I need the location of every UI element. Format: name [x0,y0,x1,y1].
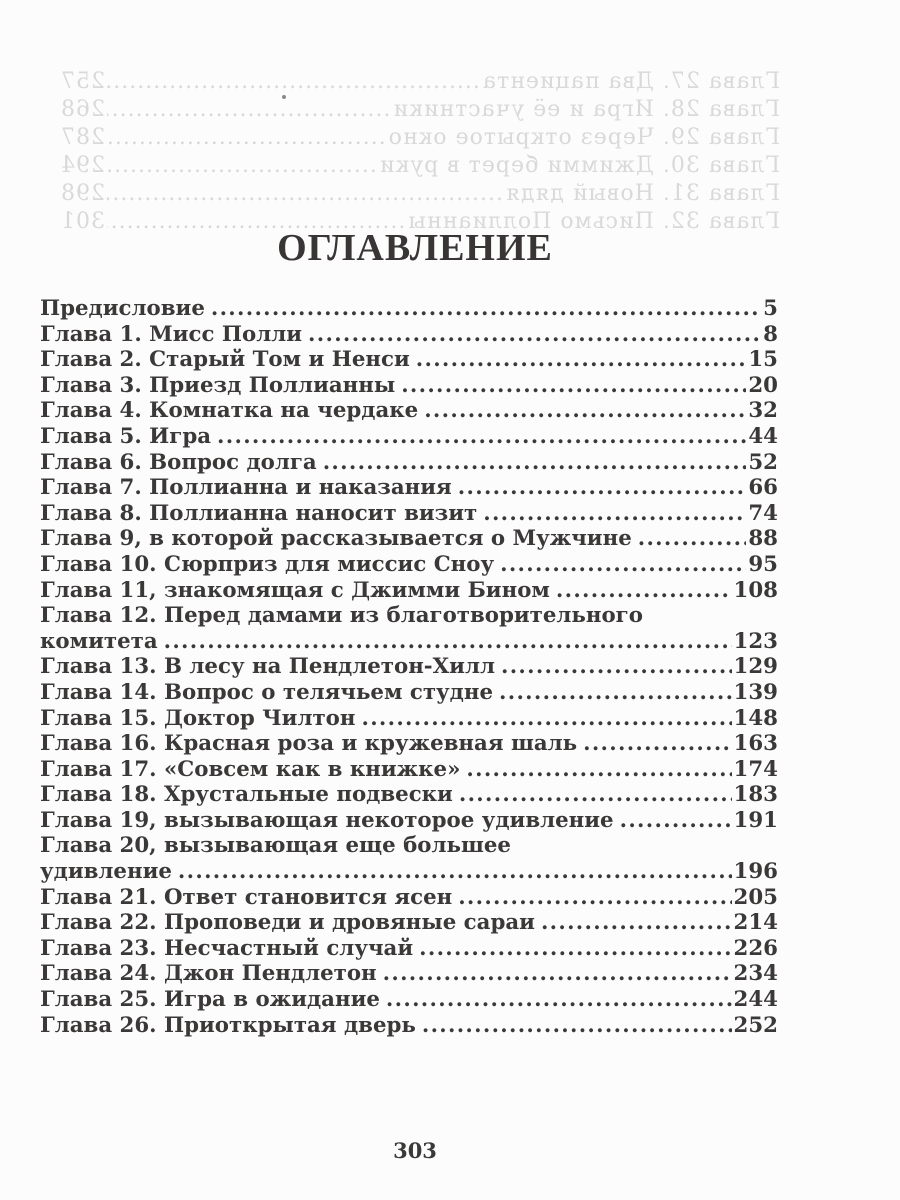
toc-entry-title: Глава 11, знакомящая с Джимми Бином [40,577,550,603]
toc-entry [40,475,778,501]
toc-entry-title: комитета [40,628,158,654]
toc-entry-title: Глава 2. Старый Том и Ненси [40,347,410,373]
bleed-line: Глава 30. Джимми берет в руки ..... 294 [60,152,780,180]
toc-entry-title: Глава 1. Мисс Полли [40,321,303,347]
toc-entry [40,987,778,1013]
toc-entry [40,654,778,680]
toc-entry-page: 244 [733,987,778,1013]
dot-leader [424,398,746,424]
toc-entry-page: 8 [763,321,778,347]
bleed-line: Глава 31. Новый дядя ..... 298 [60,180,780,208]
toc-entry-title: Глава 17. «Совсем как в книжке» [40,756,461,782]
toc-entry [40,373,778,399]
toc-entry-page: 234 [733,961,778,987]
page-number: 303 [393,1138,437,1163]
toc-entry-page: 129 [733,654,778,680]
toc-entry-title: Глава 25. Игра в ожидание [40,987,380,1013]
toc-entry-title: Глава 26. Приоткрытая дверь [40,1012,416,1038]
toc-entry-page: 183 [733,782,778,808]
toc-entry [40,296,778,322]
toc-entry-page: 52 [748,449,778,475]
toc-entry-title: Глава 14. Вопрос о телячьем студне [40,679,494,705]
toc-entry-page: 20 [748,372,778,398]
toc-entry [40,526,778,552]
toc-entry-page: 5 [763,296,778,321]
dot-leader [323,450,747,476]
toc-entry [40,859,778,885]
dot-leader [466,757,731,783]
toc-entry [40,808,778,834]
toc-entry [40,961,778,987]
toc-entry [40,501,778,527]
toc-entry [40,680,778,706]
toc-entry-title: Глава 6. Вопрос долга [40,449,317,475]
toc-entry-title: Глава 19, вызывающая некоторое удивление [40,807,614,833]
toc-entry [40,706,778,732]
toc-entry-page: 191 [733,807,778,833]
toc-entry [40,885,778,911]
dot-leader [164,629,732,655]
toc-entry-page: 174 [733,756,778,782]
toc-entry-title: Глава 22. Проповеди и дровяные сараи [40,910,535,936]
toc-entry-page: 252 [733,1012,778,1038]
toc-entry-page: 32 [748,398,778,424]
toc-entry [40,1013,778,1039]
bleed-line: Глава 29. Через открытое окно ..... 287 [60,124,780,152]
dot-leader [401,373,746,399]
toc-entry-title: Глава 12. Перед дамами из благотворительного [40,603,643,629]
bleed-line: Глава 28. Игра и её участники ..... 268 [60,96,780,124]
toc-entry [40,629,778,655]
dot-leader [308,322,761,348]
toc-entry [40,347,778,373]
bleed-line: Глава 27. Два пациента ..... 257 [60,68,780,96]
toc-entry [40,910,778,936]
dot-leader [386,987,732,1013]
dot-leader [178,859,732,885]
dot-leader [541,910,732,936]
toc-entry-page: 95 [748,551,778,577]
toc-entry-title: Глава 23. Несчастный случай [40,935,414,961]
toc-entry-page: 15 [748,347,778,373]
dot-leader [556,578,732,604]
toc-entry-title: Предисловие [40,296,205,321]
dot-leader [583,731,731,757]
toc-entry-page: 196 [733,859,778,885]
toc-entry-title: Глава 4. Комнатка на чердаке [40,398,419,424]
ink-speck [282,95,286,99]
toc-entry [40,782,778,808]
toc-entry-title: Глава 20, вызывающая еще большее [40,833,511,859]
toc-entry-page: 74 [748,500,778,526]
toc-entry [40,936,778,962]
toc-entry-page: 139 [733,679,778,705]
toc-entry-title: Глава 21. Ответ становится ясен [40,884,453,910]
toc-entry-title: Глава 8. Поллианна наносит визит [40,500,478,526]
toc-entry [40,322,778,348]
toc-entry [40,731,778,757]
toc-entry [40,398,778,424]
toc-entry-title: Глава 15. Доктор Чилтон [40,705,356,731]
toc-entry-title: Глава 24. Джон Пендлетон [40,961,377,987]
toc-entry [40,450,778,476]
dot-leader [620,808,732,834]
page-title: ОГЛАВЛЕНИЕ [277,227,553,269]
dot-leader [416,347,747,373]
toc-entry [40,424,778,450]
dot-leader [500,552,746,578]
table-of-contents [40,296,778,1038]
toc-entry-title: Глава 7. Поллианна и наказания [40,475,452,501]
toc-entry-page: 214 [733,910,778,936]
toc-entry-page: 148 [733,705,778,731]
toc-entry [40,578,778,604]
toc-entry-title: Глава 3. Приезд Поллианны [40,372,396,398]
toc-entry-title: Глава 13. В лесу на Пендлетон-Хилл [40,654,495,680]
dot-leader [361,706,731,732]
bleed-line: Глава 32. Письмо Поллианны ..... 301 [60,208,780,236]
toc-entry-title: Глава 10. Сюрприз для миссис Сноу [40,551,495,577]
toc-entry-title: Глава 5. Игра [40,423,212,449]
dot-leader [419,936,731,962]
toc-entry-page: 44 [748,423,778,449]
dot-leader [422,1013,732,1039]
dot-leader [483,501,746,527]
dot-leader [459,782,732,808]
dot-leader [458,885,731,911]
toc-entry-page: 163 [733,731,778,757]
dot-leader [638,526,747,552]
toc-entry-continued [40,833,778,859]
toc-entry-continued [40,603,778,629]
toc-entry [40,757,778,783]
dot-leader [499,680,732,706]
toc-entry [40,552,778,578]
dot-leader [383,961,732,987]
toc-entry-title: Глава 9, в которой рассказывается о Мужчине [40,526,632,552]
dot-leader [501,654,732,680]
dot-leader [458,475,747,501]
dot-leader [217,424,746,450]
toc-entry-page: 66 [748,475,778,501]
toc-entry-page: 108 [733,577,778,603]
toc-entry-title: Глава 16. Красная роза и кружевная шаль [40,731,578,757]
dot-leader [211,296,761,322]
toc-entry-page: 88 [748,526,778,552]
toc-entry-title: Глава 18. Хрустальные подвески [40,782,453,808]
reverse-page-bleed-through [60,68,780,236]
toc-entry-title: удивление [40,859,172,885]
toc-entry-page: 205 [733,884,778,910]
toc-entry-page: 226 [733,935,778,961]
toc-entry-page: 123 [733,628,778,654]
